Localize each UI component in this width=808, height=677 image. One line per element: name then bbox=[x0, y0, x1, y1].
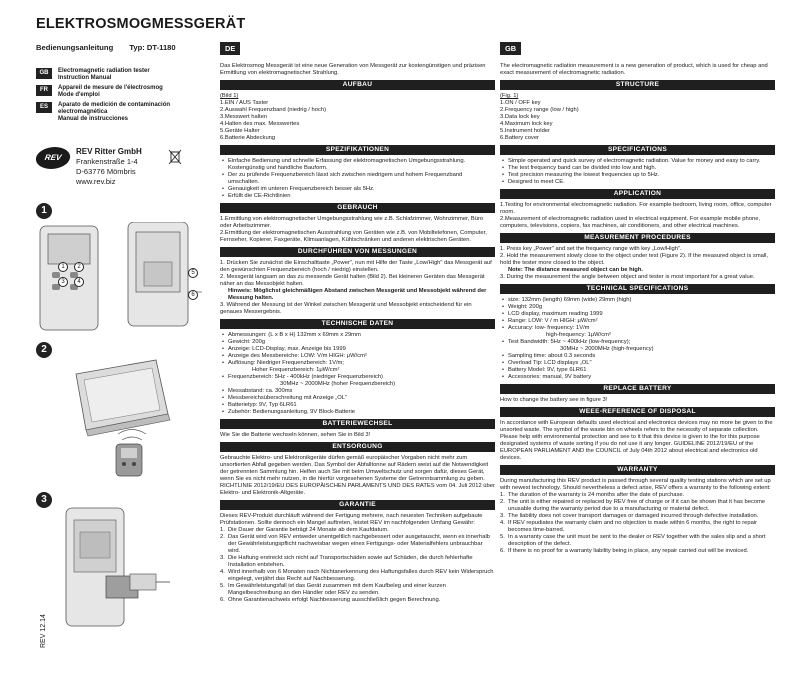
lang-row-gb bbox=[36, 68, 150, 82]
list-item: 4. Wird innerhalb von 6 Monaten nach Nichtanerkennung des Haftungsfalles durch REV kein Widerspruch eingelegt, verjährt das Recht auf Nachbesserung. bbox=[220, 569, 494, 582]
list-item: 6.Battery cover bbox=[500, 135, 539, 141]
list-item: 6. Ohne Garantienachweis erfolgt Nachbesserung ausschließlich gegen Berechnung. bbox=[220, 597, 441, 603]
list-item: 1.Ermittlung von elektromagnetischer Umgebungsstrahlung wie z.B. Schlafzimmer, Wohnzimmer, Büro oder Arbeitszimmer. bbox=[220, 216, 484, 229]
lang-line: Instruction Manual bbox=[58, 75, 112, 82]
list-item: 1.EIN / AUS Taster bbox=[220, 100, 269, 106]
list-item: 5. In a warranty case the unit must be sent to the dealer or REV together with the sales slip and a short description of the defect. bbox=[500, 534, 766, 547]
list-item: • Abmessungen: (L x B x H) 132mm x 69mm x 29mm bbox=[220, 332, 495, 339]
gb-spec-list bbox=[500, 158, 775, 186]
gb-heading-measurement: MEASUREMENT PROCEDURES bbox=[500, 233, 775, 243]
list-item: • Test precision measuring the lowest frequencies up to 5Hz. bbox=[500, 172, 775, 179]
list-item: • Overload Tip: LCD displays „OL" bbox=[500, 360, 775, 367]
fig1-key-2: 2 bbox=[74, 262, 84, 272]
lang-badge-fr: FR bbox=[36, 85, 52, 96]
list-item: • Weight: 200g bbox=[500, 304, 775, 311]
list-item: • Einfache Bedienung und schnelle Erfassung der elektromagnetischen Umgebungsstrahlung. Kostengünstig und handliche Bauform. bbox=[220, 158, 495, 172]
figure-3-number: 3 bbox=[36, 492, 52, 508]
list-item: 1.Testing for environmental electromagnetic radiation. For example bedroom, living room, office, computer room. bbox=[500, 202, 772, 215]
list-item: 4. If REV repudiates the warranty claim and no objection is made within 6 months, the right to repair becomes time-barred. bbox=[500, 520, 758, 533]
list-item: • Gewicht: 200g bbox=[220, 339, 495, 346]
lang-line: Manual de instrucciones bbox=[58, 116, 129, 123]
lang-line: Electromagnetic radiation tester bbox=[58, 68, 150, 74]
list-item: 5.Geräte Halter bbox=[220, 128, 260, 134]
list-item: • Messbereichsüberschreitung mit Anzeige „OL" bbox=[220, 395, 495, 402]
list-item: • Frequenzbereich: 5Hz - 400kHz (niedriger Frequenzbereich) bbox=[220, 374, 495, 381]
gb-weee-text: In accordance with European defaults used electrical and electronics devices may no more be given to the unsorted waste. The symbol of the waste bin on wheels refers to the necessity of separate collection. Please help with environmental protection and see to it that this device is given to the for this purpose designated systems of waste sorting if you do not use it any longer. GUIDELINE 2012/19/EU of the EUROPEAN PARLIAMENT AND the COUNCIL of July 04th 2012 about electrical and electronics old devices. bbox=[500, 420, 773, 461]
de-heading-durchfuehren: DURCHFÜHREN VON MESSUNGEN bbox=[220, 247, 495, 257]
list-item: • Accessories: manual, 9V battery bbox=[500, 374, 775, 381]
list-item: 6. If there is no proof for a warranty liability being in place, any repair carried out will be invoiced. bbox=[500, 548, 749, 554]
figure-3-battery-illustration bbox=[58, 502, 178, 632]
weee-bin-icon bbox=[168, 149, 182, 165]
list-item: • Anzeige des Messbereiche: LOW: V/m HIGH: μW/cm² bbox=[220, 353, 495, 360]
company-address bbox=[36, 147, 142, 187]
lang-badge-es: ES bbox=[36, 102, 52, 113]
figure-2-measurement-illustration bbox=[56, 352, 186, 477]
de-intro: Das Elektrosmog Messgerät ist eine neue Generation von Messgerät zur kostengünstigen und präzisen Ermittlung von elektromagnetischer Strahlung. bbox=[220, 63, 486, 76]
website: www.rev.biz bbox=[76, 177, 116, 186]
de-heading-batteriewechsel: BATTERIEWECHSEL bbox=[220, 419, 495, 429]
list-item: 1. Press key „Power" and set the frequency range with key „Low/High". bbox=[500, 246, 682, 252]
address-text bbox=[76, 147, 142, 187]
lang-text-gb bbox=[58, 68, 150, 82]
list-item: 6.Batterie Abdeckung bbox=[220, 135, 276, 141]
fig1-key-4: 4 bbox=[74, 277, 84, 287]
de-durch-list bbox=[220, 260, 495, 316]
de-heading-spezifikationen: SPEZIFIKATIONEN bbox=[220, 145, 495, 155]
gb-heading-weee: WEEE-REFERENCE OF DISPOSAL bbox=[500, 407, 775, 417]
list-item: • Sampling time: about 0.3 seconds bbox=[500, 353, 775, 360]
gb-intro: The electromagnetic radiation measurement is a new generation of product, which is used for cheap and exact measurement of electromagnetic radiation. bbox=[500, 63, 768, 76]
product-title: ELEKTROSMOGMESSGERÄT bbox=[36, 16, 246, 32]
list-item: 4.Maximum lock key bbox=[500, 121, 553, 127]
list-item: 2.Measurement of electromagnetic radiation used in electrical equipment. For example mobile phone, computers, televisions, copiers, fax machines, air conditioners, and other electrical machines. bbox=[500, 216, 761, 229]
list-item: Hoher Frequenzbereich: 1μW/cm² bbox=[252, 367, 340, 373]
fig1-key-3: 3 bbox=[58, 277, 68, 287]
de-heading-entsorgung: ENTSORGUNG bbox=[220, 442, 495, 452]
city: D-63776 Mömbris bbox=[76, 167, 136, 176]
list-item: 5. Im Gewährleistungsfall ist das Gerät zusammen mit dem Kaufbeleg und einer kurzen Mangelbeschreibung an den Händler oder REV zu senden. bbox=[220, 583, 446, 596]
lang-row-fr bbox=[36, 85, 163, 99]
list-item: 3. The liability does not cover transport damages or damaged incurred through defective installation. bbox=[500, 513, 759, 519]
list-item: 30MHz ~ 2000MHz (hoher Frequenzbereich) bbox=[280, 381, 396, 387]
figure-2-number: 2 bbox=[36, 342, 52, 358]
company-name: REV Ritter GmbH bbox=[76, 147, 142, 156]
list-item: • Accuracy: low- frequency: 1V/m bbox=[500, 325, 775, 332]
list-item: 2.Ermittlung der elektromagnetischen Ausstrahlung von Geräten wie z.B. von Mobiltelefonen, Computer, Fernseher, Kopierer, Faxgeräte, Klimaanlagen, Kühlschränken und anderen elektrischen Geräten. bbox=[220, 230, 487, 243]
de-garantie-intro: Dieses REV-Produkt durchläuft während der Fertigung mehrere, nach neuesten Techniken aufgebaute Prüfstationen. Sollte dennoch ein Mangel auftreten, leistet REV im nachfolgenden Umfang Gewähr: bbox=[220, 513, 483, 526]
lang-header-de: DE bbox=[220, 42, 240, 55]
list-item: high-frequency: 1μW/cm² bbox=[546, 332, 611, 338]
lang-line: Appareil de mesure de l'électrosmog bbox=[58, 85, 163, 91]
list-item: • Erfüllt die CE-Richtlinien bbox=[220, 193, 495, 200]
figure-1-number: 1 bbox=[36, 203, 52, 219]
de-entsorg-text: Gebrauchte Elektro- und Elektronikgeräte dürfen gemäß europäischer Vorgaben nicht mehr zum unsortierten Abfall gegeben werden. Das Symbol der Abfalltonne auf Rädern weist auf die Notwendigkeit der getrennten Sammlung hin. Helfen auch Sie mit beim Umweltschutz und sorgen dafür, dieses Gerät, wenn Sie es nicht mehr nutzen, in die hierfür vorgesehenen Systeme der Getrenntsammlung zu geben. RICHTLINIE 2012/19/EU DES EUROPÄISCHEN PARLAMENTS UND DES RATES vom 04. Juli 2012 über Elektro- und Elektronik-Altgeräte. bbox=[220, 455, 495, 496]
list-item: 2. Hold the measurement slowly close to the object under test (Figure 2). If the measured object is small, hold the tester more closed to the object. bbox=[500, 253, 769, 266]
list-item: 2. The unit is either repaired or replaced by REV free of charge or if it can be shown that it has become unusable during the warranty period due to a manufacturing or material defect. bbox=[500, 499, 766, 512]
list-item: 3.Data lock key bbox=[500, 114, 540, 120]
lang-header-gb: GB bbox=[500, 42, 521, 55]
gb-heading-warranty: WARRANTY bbox=[500, 465, 775, 475]
lang-line: electromagnética bbox=[58, 109, 108, 116]
gb-meas-list bbox=[500, 246, 775, 281]
list-item: • Batterietyp: 9V, Typ 6LR61 bbox=[220, 402, 495, 409]
list-item: • size: 132mm (length) 69mm (wide) 29mm (high) bbox=[500, 297, 775, 304]
list-item: (Fig. 1) bbox=[500, 93, 519, 99]
de-heading-garantie: GARANTIE bbox=[220, 500, 495, 510]
list-item: • Messabstand: ca. 300ms bbox=[220, 388, 495, 395]
list-item: 3. During the measurement the angle between object and tester is most important for a great value. bbox=[500, 274, 755, 280]
list-item: 1. Drücken Sie zunächst die Einschalttaste „Power", nun mit Hilfe der Taste „Low/High" das Messgerät auf den gewünschten Frequenzbereich (hoch / niedrig) einstellen. bbox=[220, 260, 492, 273]
list-item: 3. Während der Messung ist der Winkel zwischen Messgerät und Messobjekt entscheidend für ein genaues Messergebnis. bbox=[220, 302, 472, 315]
de-tech-list bbox=[220, 332, 495, 416]
de-heading-aufbau: AUFBAU bbox=[220, 80, 495, 90]
revision-label: REV 12.14 bbox=[40, 614, 47, 648]
german-column bbox=[220, 42, 495, 607]
list-item: 1. Die Dauer der Garantie beträgt 24 Monate ab dem Kaufdatum. bbox=[220, 527, 389, 533]
de-batt-text: Wie Sie die Batterie wechseln können, sehen Sie in Bild 3! bbox=[220, 432, 371, 438]
gb-structure-list bbox=[500, 93, 775, 142]
lang-line: Aparato de medición de contaminación bbox=[58, 102, 171, 108]
lang-badge-gb: GB bbox=[36, 68, 52, 79]
list-item: 1.ON / OFF key bbox=[500, 100, 541, 106]
list-item: 2.Frequency range (low / high) bbox=[500, 107, 579, 113]
list-item: • Simple operated and quick survey of electromagnetic radiation. Value for money and easy to carry. bbox=[500, 158, 775, 165]
de-heading-technische-daten: TECHNISCHE DATEN bbox=[220, 319, 495, 329]
subtitle-type: Typ: DT-1180 bbox=[129, 43, 176, 52]
fig1-key-5: 5 bbox=[188, 268, 198, 278]
de-hint: Hinweis: Möglichst gleichmäßigen Abstand zwischen Messgerät und Messobjekt während der Messung halten. bbox=[228, 288, 487, 301]
gb-heading-structure: STRUCTURE bbox=[500, 80, 775, 90]
street: Frankenstraße 1-4 bbox=[76, 157, 138, 166]
de-heading-gebrauch: GEBRAUCH bbox=[220, 203, 495, 213]
gb-warranty-intro: During manufacturing this REV product is passed through several quality testing stations which are set up with newest technology. Should nevertheless a defect arise, REV offers a warranty to the following extent: bbox=[500, 478, 771, 491]
gb-heading-application: APPLICATION bbox=[500, 189, 775, 199]
list-item: 2.Auswahl Frequenzband (niedrig / hoch) bbox=[220, 107, 327, 113]
list-item: 30MHz ~ 2000MHz (high-frequency) bbox=[560, 346, 654, 352]
de-aufbau-list bbox=[220, 93, 495, 142]
subtitle-manual: Bedienungsanleitung bbox=[36, 43, 114, 52]
gb-heading-technical: TECHNICAL SPECIFICATIONS bbox=[500, 284, 775, 294]
gb-tech-list bbox=[500, 297, 775, 381]
list-item: 5.Instrument holder bbox=[500, 128, 550, 134]
subtitle bbox=[36, 43, 176, 52]
lang-text-es bbox=[58, 102, 170, 124]
gb-heading-specifications: SPECIFICATIONS bbox=[500, 145, 775, 155]
gb-heading-replace-battery: REPLACE BATTERY bbox=[500, 384, 775, 394]
fig1-key-6: 6 bbox=[188, 290, 198, 300]
list-item: 2. Das Gerät wird von REV entweder unentgeltlich nachgebessert oder ausgetauscht, wenn es innerhalb der Gewährleistungspflicht nachweisbar wegen eines Fertigungs- oder Materialfehlers unbrauchbar wird. bbox=[220, 534, 490, 554]
list-item: • Zubehör: Bedienungsanleitung, 9V Block-Batterie bbox=[220, 409, 495, 416]
list-item: 4.Halten des max. Messwertes bbox=[220, 121, 300, 127]
de-spez-list bbox=[220, 158, 495, 200]
list-item: • Genauigkeit im unteren Frequenzbereich besser als 5Hz. bbox=[220, 186, 495, 193]
list-item: • LCD display, maximum reading 1999 bbox=[500, 311, 775, 318]
list-item: • Anzeige: LCD-Display, max. Anzeige bis 1999 bbox=[220, 346, 495, 353]
list-item: 2. Messgerät langsam an das zu messende Gerät halten (Bild 2). Bei kleineren Geräten das Messgerät näher an das Messobjekt halten. bbox=[220, 274, 485, 287]
fig1-key-1: 1 bbox=[58, 262, 68, 272]
list-item: • Der zu prüfende Frequenzbereich lässt sich zwischen niedrigem und hohem Frequenzband umschalten. bbox=[220, 172, 495, 186]
list-item: 3.Messwert halten bbox=[220, 114, 268, 120]
list-item: • Battery Model: 9V, type 6LR61 bbox=[500, 367, 775, 374]
list-item: • Range: LOW: V / m HIGH: μW/cm² bbox=[500, 318, 775, 325]
list-item: • Auflösung: Niedriger Frequenzbereich: 1V/m; bbox=[220, 360, 495, 367]
de-gebrauch-list bbox=[220, 216, 495, 244]
gb-note: Note: The distance measured object can be high. bbox=[508, 267, 643, 273]
rev-logo: REV bbox=[34, 147, 72, 169]
list-item: (Bild 1) bbox=[220, 93, 239, 99]
list-item: 3. Die Haftung erstreckt sich nicht auf Transportschäden sowie auf Schäden, die durch fehlerhafte Installation entstehen. bbox=[220, 555, 473, 568]
list-item: 1. The duration of the warranty is 24 months after the date of purchase. bbox=[500, 492, 685, 498]
lang-line: Mode d'emploi bbox=[58, 92, 100, 99]
de-garantie bbox=[220, 513, 495, 604]
lang-row-es bbox=[36, 102, 170, 124]
list-item: • Designed to meet CE. bbox=[500, 179, 775, 186]
list-item: • The test frequency band can be divided into low and high. bbox=[500, 165, 775, 172]
english-column bbox=[500, 42, 775, 558]
list-item: • Test Bandwidth: 5Hz ~ 400kHz (low-frequency); bbox=[500, 339, 775, 346]
gb-app-list bbox=[500, 202, 775, 230]
gb-warranty bbox=[500, 478, 775, 555]
gb-battery-text: How to change the battery see in figure 3! bbox=[500, 397, 608, 403]
lang-text-fr bbox=[58, 85, 163, 99]
